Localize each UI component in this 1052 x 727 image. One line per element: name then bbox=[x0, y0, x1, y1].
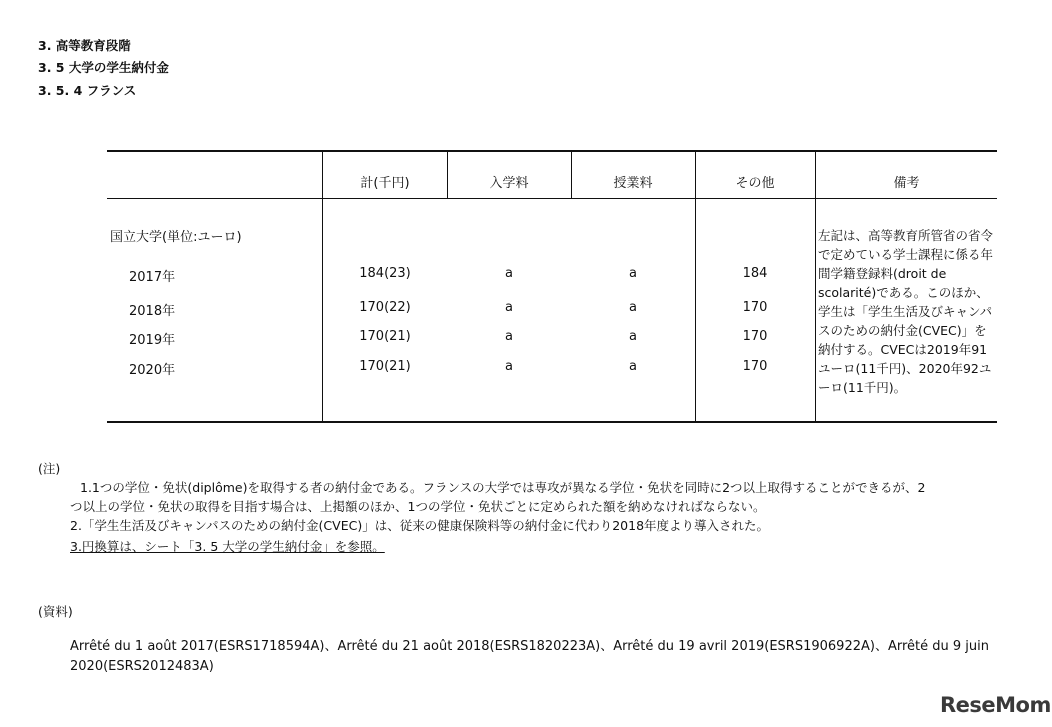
heading-subsection: 3. 5 大学の学生納付金 bbox=[38, 60, 169, 75]
cell-entry: a bbox=[505, 266, 513, 281]
cell-entry: a bbox=[505, 329, 513, 344]
cell-tuition: a bbox=[629, 266, 637, 281]
row-year: 2017年 bbox=[129, 270, 176, 285]
row-year: 2018年 bbox=[129, 304, 176, 319]
cell-other: 170 bbox=[742, 300, 768, 315]
notes-label: (注) bbox=[38, 461, 61, 476]
col-header-other: その他 bbox=[735, 176, 775, 191]
fee-table bbox=[107, 150, 997, 423]
note-2: 2.「学生生活及びキャンパスのための納付金(CVEC)」は、従来の健康保険料等の納付金に代わり2018年度より導入された。 bbox=[70, 518, 770, 533]
table-header-rule bbox=[107, 198, 997, 199]
cell-tuition: a bbox=[629, 300, 637, 315]
row-year: 2019年 bbox=[129, 333, 176, 348]
table-bottom-rule bbox=[107, 421, 997, 423]
group-label: 国立大学(単位:ユーロ) bbox=[110, 230, 242, 245]
cell-other: 170 bbox=[742, 329, 768, 344]
remarks-text: 左記は、高等教育所管省の省令で定めている学士課程に係る年間学籍登録料(droit de scolarité)である。このほか、学生は「学生生活及びキャンパスのための納付金(CVEC)」を納付する。CVECは2019年91ユーロ(11千円)、2020年92ユーロ(11千円)。 bbox=[818, 228, 994, 395]
cell-total: 184(23) bbox=[359, 266, 411, 281]
sources-text: Arrêté du 1 août 2017(ESRS1718594A)、Arrêté du 21 août 2018(ESRS1820223A)、Arrêté du 19 avril 2019(ESRS1906922A)、Arrêté du 9 juin 2020(ESRS2012483A) bbox=[70, 639, 989, 674]
cell-total: 170(21) bbox=[359, 329, 411, 344]
col-header-total: 計(千円) bbox=[360, 176, 410, 191]
heading-country: 3. 5. 4 フランス bbox=[38, 83, 137, 98]
sources-label: (資料) bbox=[38, 604, 73, 619]
cell-tuition: a bbox=[629, 359, 637, 374]
cell-total: 170(21) bbox=[359, 359, 411, 374]
table-top-rule bbox=[107, 150, 997, 152]
note-1: 1.1つの学位・免状(diplôme)を取得する者の納付金である。フランスの大学では専攻が異なる学位・免状を同時に2つ以上取得することができるが、2 bbox=[80, 480, 926, 495]
col-header-tuition: 授業料 bbox=[613, 176, 653, 191]
col-header-entry: 入学料 bbox=[489, 176, 529, 191]
col-header-remarks: 備考 bbox=[893, 176, 920, 191]
cell-entry: a bbox=[505, 359, 513, 374]
note-3-link[interactable]: 3.円換算は、シート「3. 5 大学の学生納付金」を参照。 bbox=[70, 539, 385, 554]
cell-entry: a bbox=[505, 300, 513, 315]
cell-other: 170 bbox=[742, 359, 768, 374]
row-year: 2020年 bbox=[129, 363, 176, 378]
cell-tuition: a bbox=[629, 329, 637, 344]
cell-total: 170(22) bbox=[359, 300, 411, 315]
heading-section: 3. 高等教育段階 bbox=[38, 38, 131, 53]
note-1-cont: つ以上の学位・免状の取得を目指す場合は、上掲額のほか、1つの学位・免状ごとに定められた額を納めなければならない。 bbox=[70, 499, 766, 514]
cell-other: 184 bbox=[742, 266, 768, 281]
site-logo: ReseMom bbox=[940, 693, 1051, 717]
